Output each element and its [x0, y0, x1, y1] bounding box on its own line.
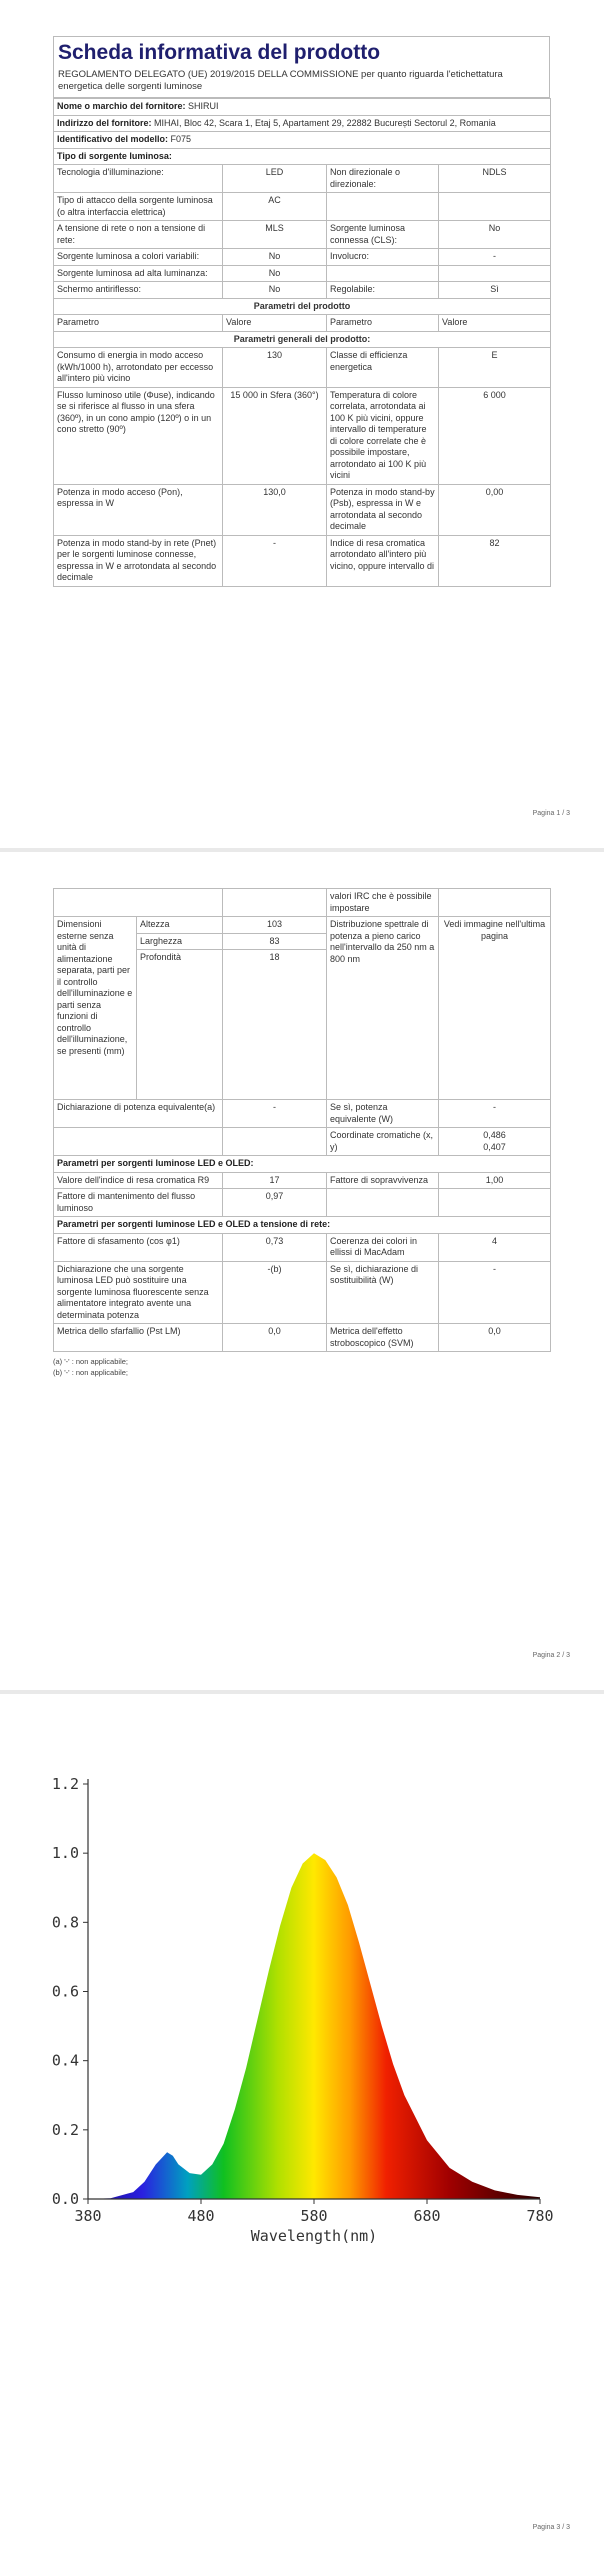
source-type-row	[54, 148, 551, 165]
general-cell-c: Temperatura di colore correlata, arrotondata ai 100 K più vicini, oppure intervallo di temperature di colore correlate che è possibile impostare, arrotondato ai 100 K più vicini	[327, 387, 439, 484]
source-type-row	[54, 282, 551, 299]
source-type-cell-c	[327, 265, 439, 282]
model-label: Identificativo del modello:	[57, 134, 169, 144]
continued-row	[54, 889, 551, 917]
led-title-row	[54, 1156, 551, 1173]
general-cell-d: 6 000	[439, 387, 551, 484]
chroma-row	[54, 1128, 551, 1156]
flicker-label: Metrica dello sfarfallio (Pst LM)	[54, 1324, 223, 1352]
strobo-label: Metrica dell'effetto stroboscopico (SVM)	[327, 1324, 439, 1352]
general-row	[54, 535, 551, 586]
equiv-value: -	[223, 1100, 327, 1128]
source-type-cell-a: Schermo antiriflesso:	[54, 282, 223, 299]
supplier-value: SHIRUI	[188, 101, 219, 111]
y-tick-label: 0.4	[51, 2051, 79, 2070]
address-row	[54, 115, 551, 132]
flicker-value: 0,0	[223, 1324, 327, 1352]
chroma-value: 0,486 0,407	[439, 1128, 551, 1156]
general-cell-a: Consumo di energia in modo acceso (kWh/1000 h), arrotondato per eccesso all'intero più vicino	[54, 348, 223, 388]
depth-label: Profondità	[137, 950, 223, 1100]
model-row	[54, 132, 551, 149]
equiv-w-value: -	[439, 1100, 551, 1128]
spectral-label: Distribuzione spettrale di potenza a pieno carico nell'intervallo da 250 nm a 800 nm	[327, 917, 439, 1100]
source-type-cell-a: Sorgente luminosa a colori variabili:	[54, 249, 223, 266]
x-axis-label: Wavelength(nm)	[250, 2227, 378, 2245]
supplier-row	[54, 99, 551, 116]
source-type-cell-d	[439, 265, 551, 282]
sheet-table-2	[53, 888, 551, 1352]
x-tick-label: 580	[300, 2207, 328, 2225]
replace-row	[54, 1261, 551, 1324]
depth-value: 18	[223, 950, 327, 1100]
source-type-cell-b: MLS	[223, 221, 327, 249]
page-number-1: Pagina 1 / 3	[532, 810, 570, 817]
source-type-cell-b: AC	[223, 193, 327, 221]
source-type-cell-c: Involucro:	[327, 249, 439, 266]
page-number-2: Pagina 2 / 3	[532, 1652, 570, 1659]
spectral-value: Vedi immagine nell'ultima pagina	[439, 917, 551, 1100]
replace-label: Dichiarazione che una sorgente luminosa LED può sostituire una sorgente luminosa fluorescente senza alimentatore integrato avente una determinata potenza	[54, 1261, 223, 1324]
page-1	[0, 0, 604, 848]
mains-title-row	[54, 1217, 551, 1234]
col-value-2: Valore	[439, 315, 551, 332]
params-header-row	[54, 315, 551, 332]
source-type-cell-d: No	[439, 221, 551, 249]
general-cell-b: 130,0	[223, 484, 327, 535]
equivalent-row	[54, 1100, 551, 1128]
phase-value: 0,73	[223, 1233, 327, 1261]
source-type-cell-d: -	[439, 249, 551, 266]
height-label: Altezza	[137, 917, 223, 934]
source-type-row	[54, 193, 551, 221]
source-type-row	[54, 221, 551, 249]
general-cell-a: Flusso luminoso utile (Φuse), indicando se si riferisce al flusso in una sfera (360º), in un cono ampio (120º) o in un cono stretto (90º)	[54, 387, 223, 484]
footnote-b: (b) '-' : non applicabile;	[53, 1368, 128, 1377]
address-value: MIHAI, Bloc 42, Scara 1, Etaj 5, Apartament 29, 22882 București Sectorul 2, Romania	[154, 117, 496, 128]
r9-value: 17	[223, 1172, 327, 1189]
general-row	[54, 484, 551, 535]
source-type-cell-b: LED	[223, 165, 327, 193]
col-param-1: Parametro	[54, 315, 223, 332]
macadam-label: Coerenza dei colori in ellissi di MacAdam	[327, 1233, 439, 1261]
page-number-3: Pagina 3 / 3	[532, 2524, 570, 2531]
general-row	[54, 348, 551, 388]
strobo-value: 0,0	[439, 1324, 551, 1352]
height-row	[54, 917, 551, 934]
mains-title: Parametri per sorgenti luminose LED e OLED a tensione di rete:	[54, 1217, 551, 1234]
supplier-label: Nome o marchio del fornitore:	[57, 101, 186, 111]
general-cell-d: 82	[439, 535, 551, 586]
footnote-a: (a) '-' : non applicabile;	[53, 1357, 128, 1366]
x-tick-label: 480	[187, 2207, 215, 2225]
y-tick-label: 0.2	[51, 2120, 79, 2139]
y-tick-label: 0.8	[51, 1913, 79, 1932]
replace-w-label: Se sì, dichiarazione di sostituibilità (W)	[327, 1261, 439, 1324]
source-type-cell-c: Non direzionale o direzionale:	[327, 165, 439, 193]
page-2	[0, 852, 604, 1690]
source-type-cell-b: No	[223, 282, 327, 299]
general-cell-c: Potenza in modo stand-by (Psb), espressa in W e arrotondata al secondo decimale	[327, 484, 439, 535]
source-type-rows	[54, 165, 551, 299]
general-cell-a: Potenza in modo stand-by in rete (Pnet) per le sorgenti luminose connesse, espressa in W e arrotondata al secondo decimale	[54, 535, 223, 586]
general-title: Parametri generali del prodotto:	[54, 331, 551, 348]
source-type-cell-a: Tecnologia d'illuminazione:	[54, 165, 223, 193]
source-type-cell-b: No	[223, 265, 327, 282]
source-type-cell-a: Sorgente luminosa ad alta luminanza:	[54, 265, 223, 282]
source-type-label: Tipo di sorgente luminosa:	[54, 148, 551, 165]
x-tick-label: 680	[413, 2207, 441, 2225]
general-row	[54, 387, 551, 484]
general-cell-b: 130	[223, 348, 327, 388]
general-cell-c: Classe di efficienza energetica	[327, 348, 439, 388]
general-cell-d: 0,00	[439, 484, 551, 535]
maint-label: Fattore di mantenimento del flusso luminoso	[54, 1189, 223, 1217]
spectrum-chart	[0, 1754, 604, 2314]
source-type-row	[54, 165, 551, 193]
dimensions-label: Dimensioni esterne senza unità di alimentazione separata, parti per il controllo dell'illuminazione e parti senza funzioni di controllo dell'illuminazione, se presenti (mm)	[54, 917, 137, 1100]
sheet-table-1	[53, 98, 551, 587]
spectrum-area	[88, 1853, 540, 2199]
regulation-text: REGOLAMENTO DELEGATO (UE) 2019/2015 DELLA COMMISSIONE per quanto riguarda l'etichettatura energetica delle sorgenti luminose	[53, 67, 550, 98]
y-tick-label: 0.6	[51, 1982, 79, 2001]
width-label: Larghezza	[137, 933, 223, 950]
source-type-cell-d	[439, 193, 551, 221]
col-value-1: Valore	[223, 315, 327, 332]
replace-value: -(b)	[223, 1261, 327, 1324]
height-value: 103	[223, 917, 327, 934]
y-tick-label: 1.2	[51, 1775, 79, 1793]
replace-w-value: -	[439, 1261, 551, 1324]
address-label: Indirizzo del fornitore:	[57, 117, 152, 128]
source-type-cell-d: Sì	[439, 282, 551, 299]
survival-value: 1,00	[439, 1172, 551, 1189]
equiv-w-label: Se sì, potenza equivalente (W)	[327, 1100, 439, 1128]
phase-label: Fattore di sfasamento (cos φ1)	[54, 1233, 223, 1261]
col-param-2: Parametro	[327, 315, 439, 332]
source-type-cell-b: No	[223, 249, 327, 266]
source-type-cell-c: Regolabile:	[327, 282, 439, 299]
maint-value: 0,97	[223, 1189, 327, 1217]
cri-continued: valori IRC che è possibile impostare	[327, 889, 439, 917]
width-value: 83	[223, 933, 327, 950]
chroma-label: Coordinate cromatiche (x, y)	[327, 1128, 439, 1156]
equiv-label: Dichiarazione di potenza equivalente(a)	[54, 1100, 223, 1128]
page-3	[0, 1694, 604, 2560]
r9-label: Valore dell'indice di resa cromatica R9	[54, 1172, 223, 1189]
general-cell-d: E	[439, 348, 551, 388]
phase-row	[54, 1233, 551, 1261]
r9-row	[54, 1172, 551, 1189]
general-rows	[54, 348, 551, 587]
y-tick-label: 0.0	[51, 2190, 79, 2208]
source-type-cell-c	[327, 193, 439, 221]
general-cell-b: 15 000 in Sfera (360°)	[223, 387, 327, 484]
params-title: Parametri del prodotto	[54, 298, 551, 315]
source-type-cell-a: A tensione di rete o non a tensione di rete:	[54, 221, 223, 249]
page-title: Scheda informativa del prodotto	[53, 36, 550, 67]
general-cell-a: Potenza in modo acceso (Pon), espressa in W	[54, 484, 223, 535]
source-type-row	[54, 249, 551, 266]
general-title-row	[54, 331, 551, 348]
macadam-value: 4	[439, 1233, 551, 1261]
product-sheet-frame-2	[53, 888, 550, 1378]
led-title: Parametri per sorgenti luminose LED e OLED:	[54, 1156, 551, 1173]
general-cell-b: -	[223, 535, 327, 586]
params-title-row	[54, 298, 551, 315]
product-sheet-frame	[53, 36, 550, 587]
source-type-row	[54, 265, 551, 282]
model-value: F075	[170, 134, 192, 144]
source-type-cell-d: NDLS	[439, 165, 551, 193]
y-tick-label: 1.0	[51, 1844, 79, 1863]
x-tick-label: 780	[526, 2207, 554, 2225]
x-tick-label: 380	[74, 2207, 102, 2225]
maintenance-row	[54, 1189, 551, 1217]
source-type-cell-c: Sorgente luminosa connessa (CLS):	[327, 221, 439, 249]
survival-label: Fattore di sopravvivenza	[327, 1172, 439, 1189]
source-type-cell-a: Tipo di attacco della sorgente luminosa (o altra interfaccia elettrica)	[54, 193, 223, 221]
general-cell-c: Indice di resa cromatica arrotondato all'intero più vicino, oppure intervallo di	[327, 535, 439, 586]
flicker-row	[54, 1324, 551, 1352]
